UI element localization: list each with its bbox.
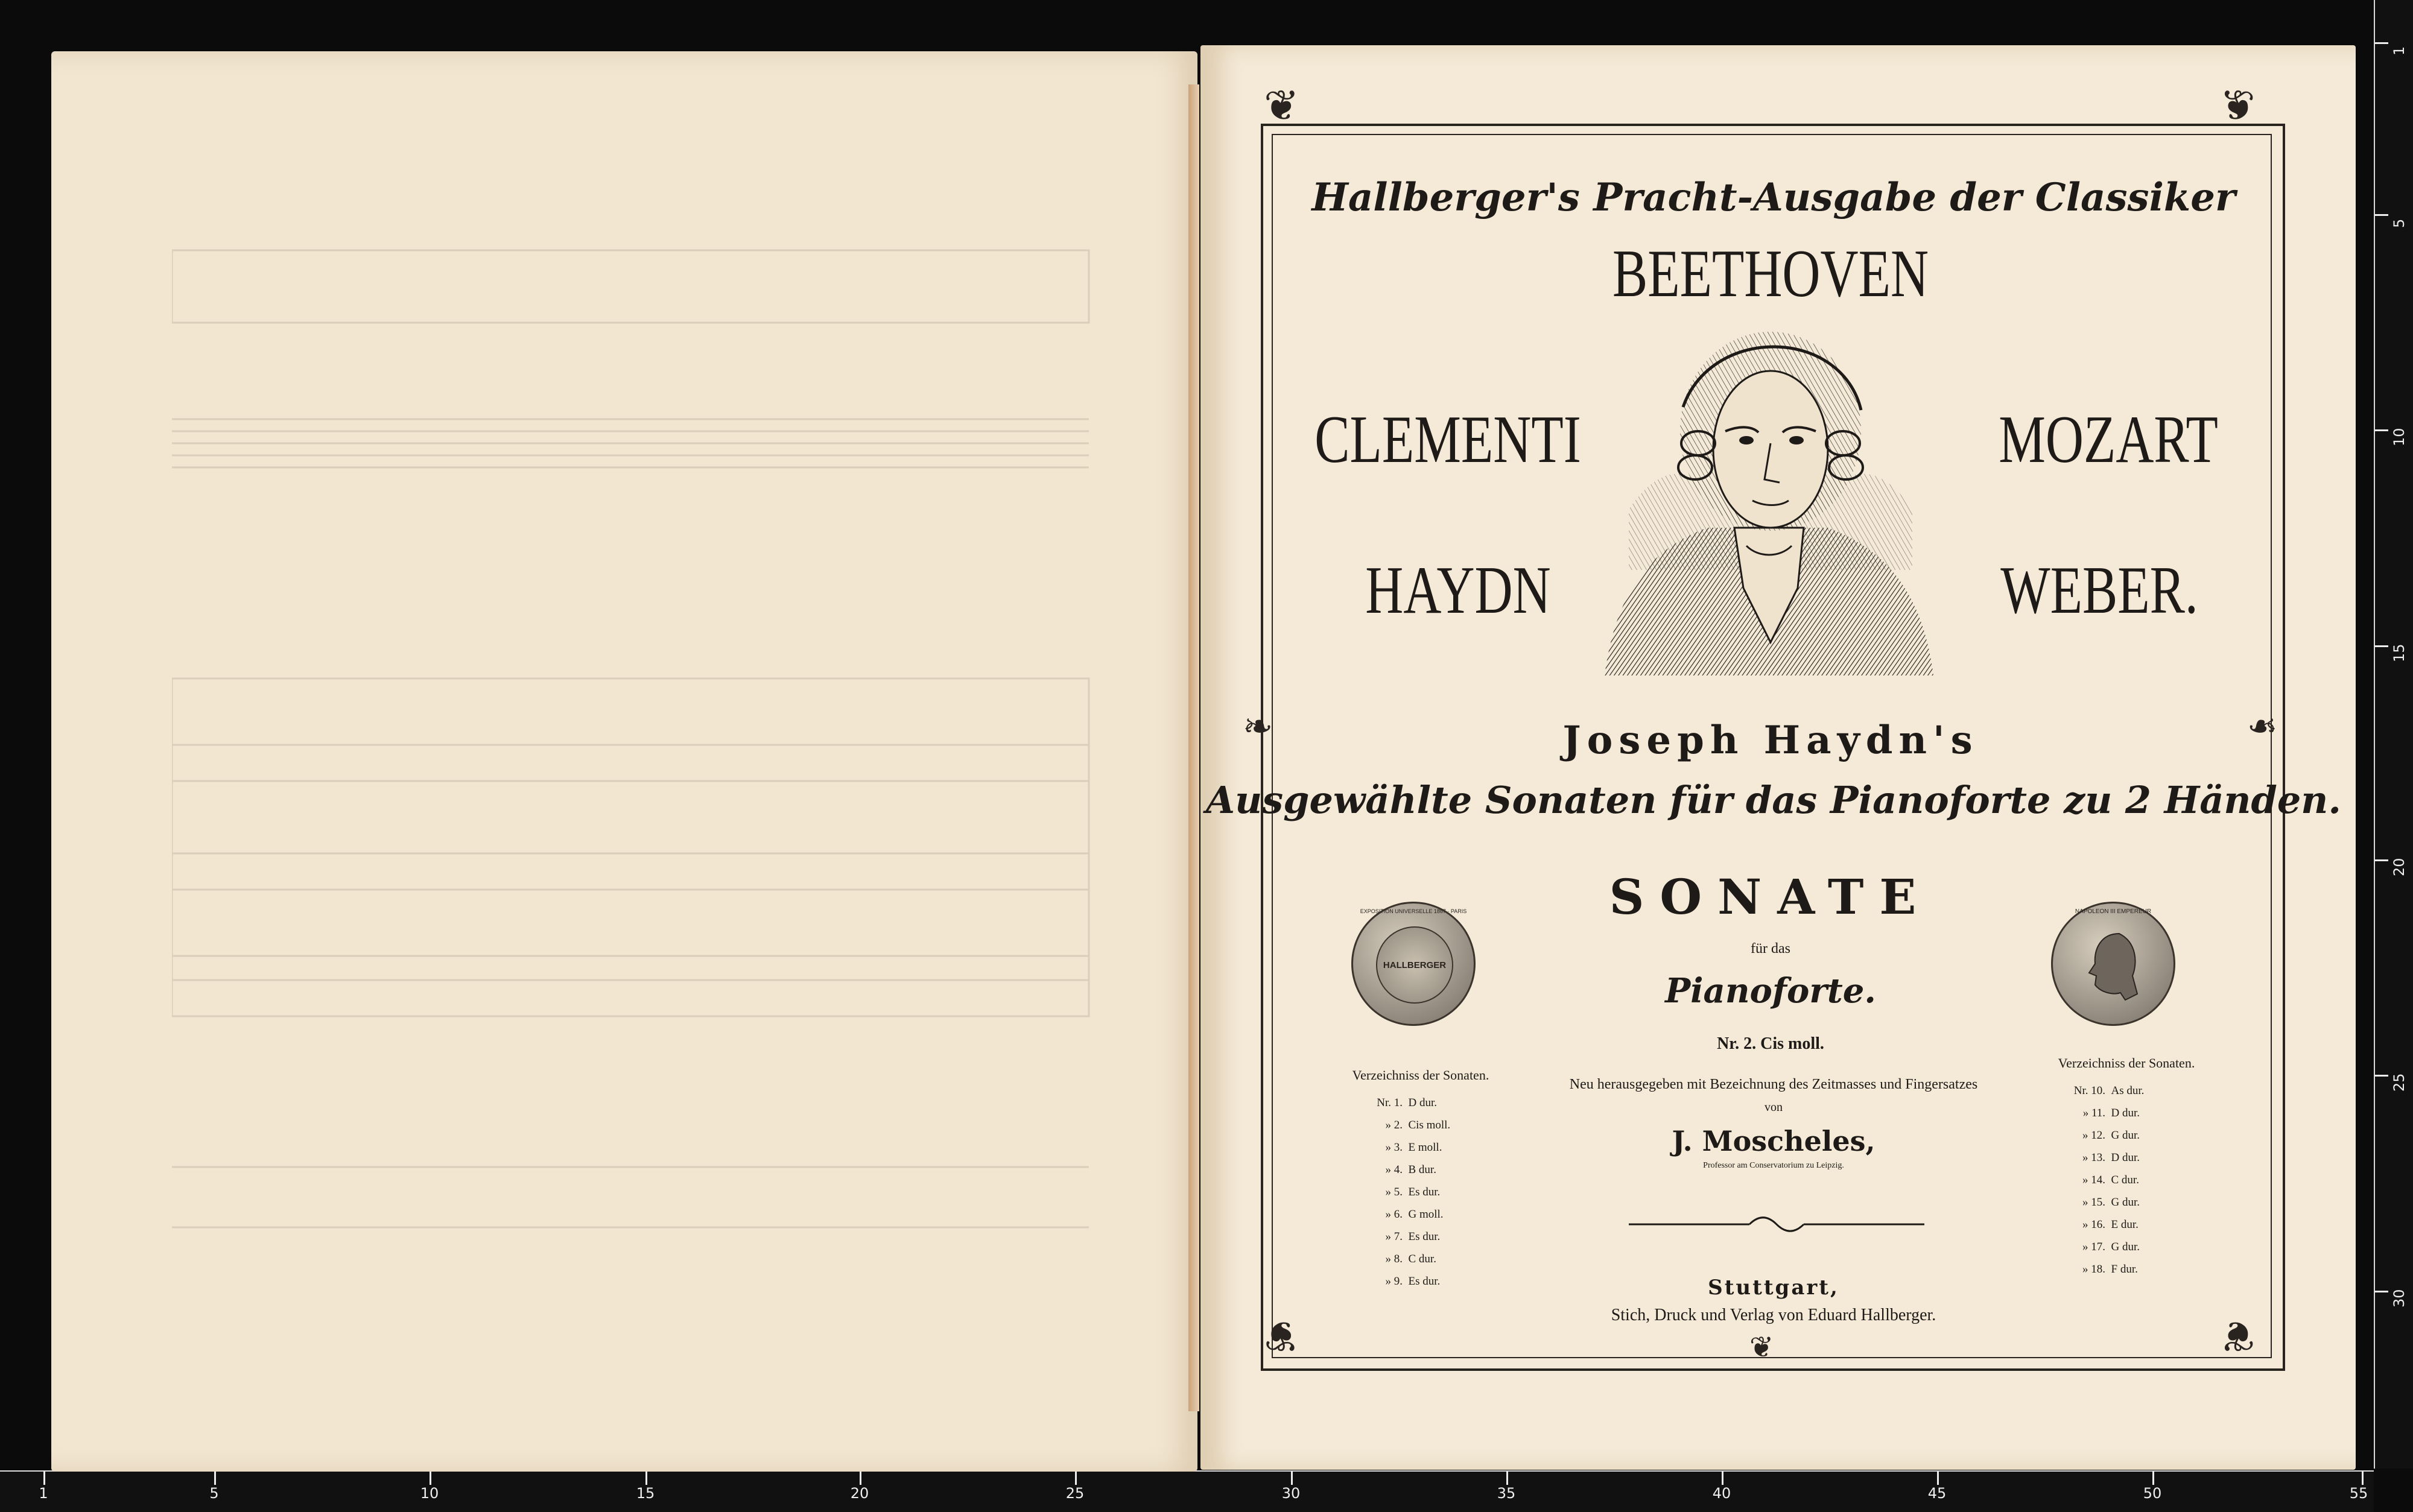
horizontal-ruler (0, 1470, 2374, 1512)
napoleon-medal (2051, 902, 2175, 1026)
left-page (51, 51, 1197, 1472)
side-ornament-icon: ❧ (2247, 706, 2278, 748)
corner-ornament-icon: ❦ (2220, 81, 2256, 130)
bottom-ornament-icon: ❦ (1749, 1330, 1774, 1364)
list-item: » 17. G dur. (2082, 1241, 2140, 1253)
medal-center-text: HALLBERGER (1383, 960, 1447, 970)
ruler-label: 20 (850, 1485, 869, 1502)
ruler-label: 25 (2391, 1073, 2408, 1092)
list-heading: Verzeichniss der Sonaten. (1352, 1068, 1489, 1083)
list-item: » 16. E dur. (2082, 1218, 2139, 1231)
ruler-label: 40 (1712, 1485, 1731, 1502)
ruler-label: 10 (2391, 428, 2408, 446)
list-item: » 12. G dur. (2082, 1129, 2140, 1142)
list-item: Nr. 1. D dur. (1377, 1096, 1437, 1109)
exposition-medal (1351, 902, 1476, 1026)
composer-weber: WEBER. (2000, 553, 2198, 628)
composer-haydn: HAYDN (1365, 553, 1551, 628)
list-item: Nr. 10. As dur. (2073, 1084, 2145, 1097)
medal-ring-text: EXPOSITION UNIVERSELLE 1867 · PARIS (1360, 908, 1467, 914)
work-subtitle: Ausgewählte Sonaten für das Pianoforte zu 2 Händen. (1206, 778, 2341, 822)
corner-ornament-icon: ❦ (1264, 1311, 1299, 1361)
composer-clementi: CLEMENTI (1314, 402, 1581, 477)
ruler-label: 35 (1497, 1485, 1516, 1502)
von-text: von (1765, 1101, 1783, 1114)
list-item: » 11. D dur. (2082, 1107, 2140, 1119)
list-item: » 9. Es dur. (1385, 1275, 1441, 1288)
ruler-label: 15 (2391, 644, 2408, 662)
corner-ornament-icon: ❦ (2220, 1311, 2256, 1361)
list-item: » 6. G moll. (1385, 1208, 1444, 1221)
list-item: » 18. F dur. (2082, 1263, 2138, 1276)
list-item: » 13. D dur. (2082, 1151, 2140, 1164)
list-item: » 5. Es dur. (1385, 1186, 1441, 1198)
ruler-label: 25 (1065, 1485, 1085, 1502)
bleed-through-music (172, 202, 1125, 1288)
sonate-heading: SONATE (1609, 868, 1932, 925)
vertical-ruler (2374, 0, 2413, 1469)
medal-ring-text: NAPOLEON III EMPEREUR (2075, 908, 2152, 915)
fuer-das-text: für das (1751, 941, 1790, 957)
ruler-label: 1 (39, 1485, 48, 1502)
corner-ornament-icon: ❦ (1264, 81, 1299, 130)
list-item: » 14. C dur. (2082, 1174, 2139, 1186)
book-spine (1188, 84, 1199, 1411)
list-heading: Verzeichniss der Sonaten. (2058, 1055, 2195, 1071)
list-item: » 2. Cis moll. (1385, 1119, 1451, 1131)
ruler-label: 55 (2349, 1485, 2368, 1502)
list-item: » 4. B dur. (1385, 1163, 1436, 1176)
editor-title: Professor am Conservatorium zu Leipzig. (1703, 1161, 1844, 1170)
ruler-label: 30 (1281, 1485, 1301, 1502)
ruler-label: 15 (636, 1485, 655, 1502)
ruler-label: 5 (209, 1485, 219, 1502)
list-item: » 7. Es dur. (1385, 1230, 1441, 1243)
series-title: Hallberger's Pracht-Ausgabe der Classiker (1311, 175, 2236, 220)
composer-beethoven: BEETHOVEN (1612, 236, 1929, 311)
instrument-title: Pianoforte. (1665, 971, 1876, 1011)
ruler-label: 1 (2391, 46, 2408, 55)
sonata-number: Nr. 2. Cis moll. (1717, 1034, 1824, 1053)
list-item: » 8. C dur. (1385, 1253, 1436, 1265)
edition-note: Neu herausgegeben mit Bezeichnung des Zeitmasses und Fingersatzes (1569, 1077, 1978, 1092)
ruler-label: 5 (2391, 218, 2408, 228)
ruler-label: 50 (2143, 1485, 2162, 1502)
list-item: » 3. E moll. (1385, 1141, 1442, 1154)
ruler-label: 30 (2391, 1289, 2408, 1308)
sonata-list-right (2039, 1055, 2214, 1285)
ruler-label: 20 (2391, 858, 2408, 876)
editor-name: J. Moscheles, (1672, 1125, 1876, 1157)
composer-mozart: MOZART (1999, 402, 2218, 477)
work-title: Joseph Haydn's (1562, 718, 1979, 763)
ruler-label: 45 (1927, 1485, 1947, 1502)
profile-head-icon (2077, 922, 2149, 1006)
publisher-name: Stich, Druck und Verlag von Eduard Hallberger. (1611, 1306, 1936, 1324)
ruler-label: 10 (420, 1485, 439, 1502)
divider-flourish (1629, 1212, 1924, 1236)
publisher-place: Stuttgart, (1708, 1276, 1839, 1300)
haydn-portrait (1605, 329, 1933, 675)
list-item: » 15. G dur. (2082, 1196, 2140, 1209)
side-ornament-icon: ❧ (1243, 706, 1273, 748)
sonata-list-left (1336, 1068, 1505, 1297)
